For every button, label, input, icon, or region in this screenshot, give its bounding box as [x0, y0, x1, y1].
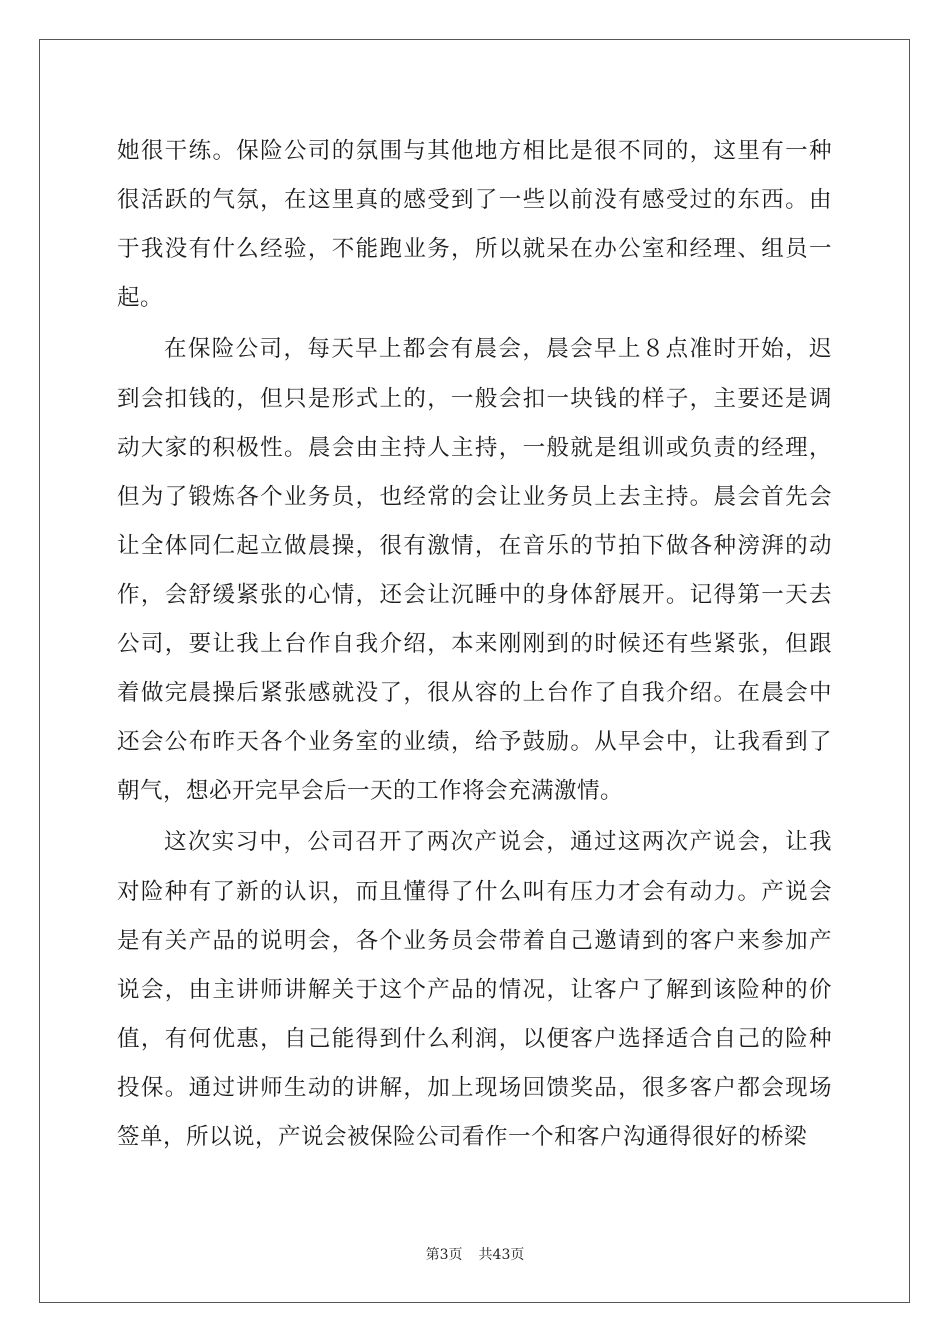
- text-line: 她很干练。保险公司的氛围与其他地方相比是很不同的，这里有一种: [117, 138, 832, 164]
- text-line: 签单，所以说，产说会被保险公司看作一个和客户沟通得很好的桥梁: [117, 1124, 808, 1150]
- page-footer: [0, 1244, 950, 1264]
- text-line: 在保险公司，每天早上都会有晨会，晨会早上８点准时开始，迟: [164, 336, 832, 363]
- text-line: 投保。通过讲师生动的讲解，加上现场回馈奖品，很多客户都会现场: [117, 1074, 832, 1101]
- page-total: 共43页: [478, 1247, 525, 1263]
- text-line: 公司，要让我上台作自我介绍，本来刚刚到的时候还有些紧张，但跟: [117, 631, 832, 657]
- text-line: 让全体同仁起立做晨操，很有激情，在音乐的节拍下做各种滂湃的动: [117, 532, 832, 559]
- text-line: 到会扣钱的，但只是形式上的，一般会扣一块钱的样子，主要还是调: [117, 385, 832, 412]
- text-line: 值，有何优惠，自己能得到什么利润，以便客户选择适合自己的险种: [117, 1025, 832, 1052]
- text-line: 但为了锻炼各个业务员，也经常的会让业务员上去主持。晨会首先会: [117, 483, 832, 510]
- text-line: 这次实习中，公司召开了两次产说会，通过这两次产说会，让我: [164, 829, 832, 856]
- text-line: 说会，由主讲师讲解关于这个产品的情况，让客户了解到该险种的价: [117, 976, 832, 1003]
- text-line: 是有关产品的说明会，各个业务员会带着自己邀请到的客户来参加产: [117, 927, 832, 954]
- text-line: 朝气，想必开完早会后一天的工作将会充满激情。: [117, 778, 624, 805]
- text-line: 还会公布昨天各个业务室的业绩，给予鼓励。从早会中，让我看到了: [117, 729, 832, 756]
- text-line: 作，会舒缓紧张的心情，还会让沉睡中的身体舒展开。记得第一天去: [117, 581, 832, 608]
- text-line: 动大家的积极性。晨会由主持人主持，一般就是组训或负责的经理，: [117, 434, 832, 461]
- page-border: [39, 39, 910, 1303]
- text-line: 很活跃的气氛，在这里真的感受到了一些以前没有感受过的东西。由: [117, 187, 832, 214]
- page-number: 第3页: [425, 1247, 463, 1263]
- text-line: 于我没有什么经验，不能跑业务，所以就呆在办公室和经理、组员一: [117, 236, 832, 263]
- text-line: 对险种有了新的认识，而且懂得了什么叫有压力才会有动力。产说会: [117, 878, 832, 905]
- text-line: 起。: [117, 285, 164, 312]
- text-line: 着做完晨操后紧张感就没了，很从容的上台作了自我介绍。在晨会中: [117, 680, 832, 707]
